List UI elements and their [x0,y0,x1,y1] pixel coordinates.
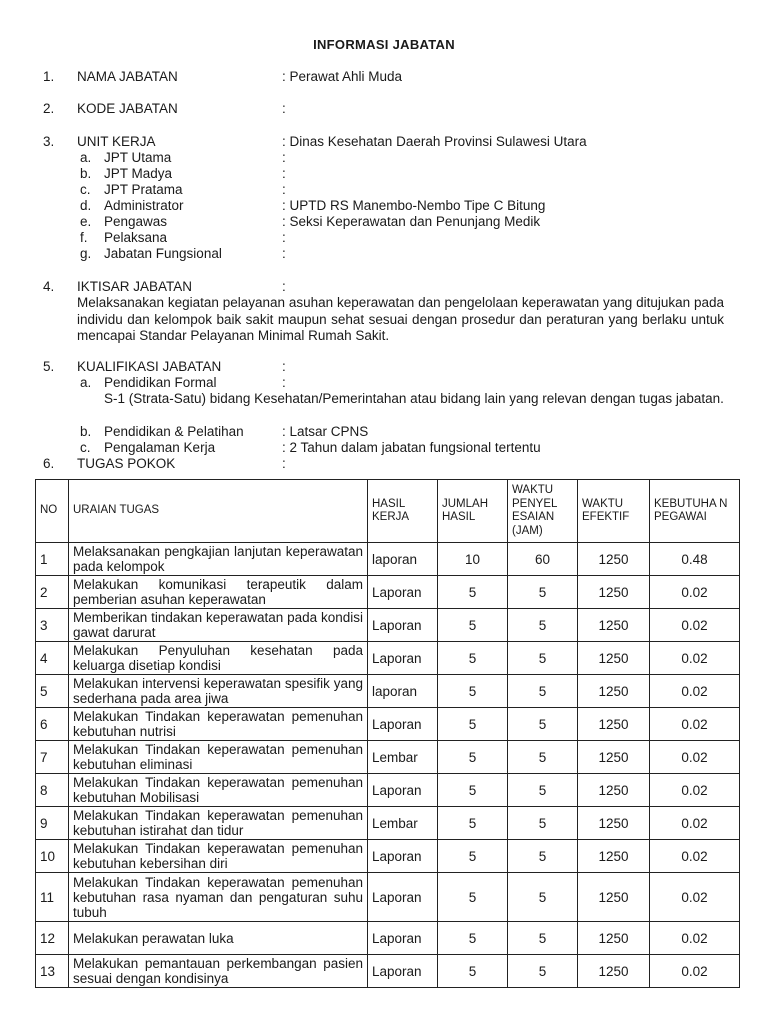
row-number: 11 [36,873,69,922]
kebutuhan-cell: 0.02 [650,807,740,840]
waktu-cell: 5 [508,708,578,741]
efektif-cell: 1250 [578,609,650,642]
table-row [36,873,740,922]
kebutuhan-cell: 0.48 [650,543,740,576]
kebutuhan-cell: 0.02 [650,675,740,708]
jumlah-cell: 5 [438,609,508,642]
sub-label: Administrator [104,198,184,213]
sub-letter: e. [80,214,92,229]
jumlah-cell: 5 [438,708,508,741]
row-number: 10 [36,840,69,873]
kebutuhan-cell: 0.02 [650,609,740,642]
uraian-cell: Melakukan Tindakan keperawatan pemenuhan kebutuhan Mobilisasi [69,774,368,807]
efektif-cell: 1250 [578,642,650,675]
uraian-cell: Melakukan Tindakan keperawatan pemenuhan kebutuhan kebersihan diri [69,840,368,873]
jumlah-cell: 5 [438,955,508,988]
sub-value: : 2 Tahun dalam jabatan fungsional tertentu [282,440,541,455]
uraian-cell: Melakukan intervensi keperawatan spesifik yang sederhana pada area jiwa [69,675,368,708]
row-number: 4 [36,642,69,675]
sub-value: : Seksi Keperawatan dan Penunjang Medik [282,214,541,229]
item-number: 2. [43,101,55,116]
waktu-cell: 5 [508,955,578,988]
sub-label: Pendidikan & Pelatihan [104,424,244,439]
table-row [36,609,740,642]
field-label: IKTISAR JABATAN [77,279,193,294]
jumlah-cell: 5 [438,922,508,955]
hasil-cell: Laporan [368,873,438,922]
table-row [36,708,740,741]
uraian-cell: Melakukan Tindakan keperawatan pemenuhan kebutuhan istirahat dan tidur [69,807,368,840]
uraian-cell: Melaksanakan pengkajian lanjutan keperawatan pada kelompok [69,543,368,576]
field-value: : [282,456,286,471]
efektif-cell: 1250 [578,774,650,807]
field-label: UNIT KERJA [77,134,156,149]
jumlah-cell: 10 [438,543,508,576]
jumlah-cell: 5 [438,576,508,609]
row-number: 5 [36,675,69,708]
uraian-cell: Melakukan perawatan luka [69,922,368,955]
header-jumlah: JUMLAH HASIL [438,480,508,543]
document-title: INFORMASI JABATAN [313,37,455,52]
hasil-cell: laporan [368,543,438,576]
header-hasil: HASIL KERJA [368,480,438,543]
jumlah-cell: 5 [438,741,508,774]
jumlah-cell: 5 [438,675,508,708]
sub-letter: c. [80,440,91,455]
table-row [36,955,740,988]
row-number: 2 [36,576,69,609]
uraian-cell: Memberikan tindakan keperawatan pada kondisi gawat darurat [69,609,368,642]
efektif-cell: 1250 [578,922,650,955]
sub-value: : [282,230,286,245]
hasil-cell: Laporan [368,609,438,642]
sub-value: : [282,182,286,197]
hasil-cell: Laporan [368,576,438,609]
sub-label: JPT Pratama [104,182,183,197]
efektif-cell: 1250 [578,576,650,609]
header-waktu-penyelesaian: WAKTU PENYEL ESAIAN (JAM) [508,480,578,543]
field-value: : [282,101,286,116]
header-no: NO [36,480,69,543]
kebutuhan-cell: 0.02 [650,708,740,741]
jumlah-cell: 5 [438,873,508,922]
kebutuhan-cell: 0.02 [650,873,740,922]
table-header-row [36,480,740,543]
item-number: 5. [43,359,55,374]
waktu-cell: 5 [508,873,578,922]
sub-letter: g. [80,246,92,261]
kebutuhan-cell: 0.02 [650,642,740,675]
tugas-table [35,479,740,988]
field-label: KODE JABATAN [77,101,178,116]
waktu-cell: 5 [508,840,578,873]
uraian-cell: Melakukan Tindakan keperawatan pemenuhan kebutuhan rasa nyaman dan pengaturan suhu tubuh [69,873,368,922]
sub-letter: a. [80,375,92,390]
waktu-cell: 5 [508,576,578,609]
hasil-cell: Laporan [368,840,438,873]
uraian-cell: Melakukan Penyuluhan kesehatan pada keluarga disetiap kondisi [69,642,368,675]
efektif-cell: 1250 [578,543,650,576]
kebutuhan-cell: 0.02 [650,955,740,988]
efektif-cell: 1250 [578,873,650,922]
table-row [36,675,740,708]
uraian-cell: Melakukan Tindakan keperawatan pemenuhan kebutuhan nutrisi [69,708,368,741]
hasil-cell: Lembar [368,807,438,840]
item-number: 4. [43,279,55,294]
sub-label: JPT Madya [104,166,173,181]
sub-value: : Latsar CPNS [282,424,369,439]
table-row [36,922,740,955]
jumlah-cell: 5 [438,807,508,840]
item-number: 3. [43,134,55,149]
waktu-cell: 60 [508,543,578,576]
row-number: 12 [36,922,69,955]
efektif-cell: 1250 [578,840,650,873]
jumlah-cell: 5 [438,840,508,873]
sub-letter: c. [80,182,91,197]
row-number: 9 [36,807,69,840]
sub-label: Pendidikan Formal [104,375,217,390]
table-body [36,543,740,988]
hasil-cell: Laporan [368,774,438,807]
sub-label: Jabatan Fungsional [104,246,222,261]
uraian-cell: Melakukan pemantauan perkembangan pasien sesuai dengan kondisinya [69,955,368,988]
efektif-cell: 1250 [578,675,650,708]
efektif-cell: 1250 [578,807,650,840]
iktisar-paragraph: Melaksanakan kegiatan pelayanan asuhan keperawatan dan pengelolaan keperawatan yang ditujukan pada individu dan kelompok baik sakit maupun sehat sesuai dengan prosedur dan peraturan yang berlaku untuk mencapai Standar Pelayanan Minimal Rumah Sakit. [77,295,724,343]
sub-value: : [282,150,286,165]
table-row [36,774,740,807]
jumlah-cell: 5 [438,774,508,807]
table-row [36,543,740,576]
field-value: : [282,359,286,374]
row-number: 1 [36,543,69,576]
waktu-cell: 5 [508,774,578,807]
sub-label: JPT Utama [104,150,172,165]
item-number: 1. [43,69,55,84]
sub-label: Pelaksana [104,230,168,245]
table-row [36,576,740,609]
sub-value: : [282,375,286,390]
sub-label: Pengalaman Kerja [104,440,216,455]
hasil-cell: Laporan [368,955,438,988]
efektif-cell: 1250 [578,741,650,774]
kebutuhan-cell: 0.02 [650,576,740,609]
row-number: 6 [36,708,69,741]
row-number: 3 [36,609,69,642]
field-value: : Dinas Kesehatan Daerah Provinsi Sulawesi Utara [282,134,587,149]
sub-letter: f. [80,230,88,245]
table-row [36,840,740,873]
sub-value: : [282,166,286,181]
efektif-cell: 1250 [578,955,650,988]
sub-letter: b. [80,166,92,181]
table-row [36,807,740,840]
field-value: : [282,279,286,294]
sub-value: : [282,246,286,261]
field-label: TUGAS POKOK [77,456,176,471]
hasil-cell: Laporan [368,708,438,741]
row-number: 13 [36,955,69,988]
sub-label: Pengawas [104,214,168,229]
hasil-cell: Laporan [368,642,438,675]
hasil-cell: Lembar [368,741,438,774]
item-number: 6. [43,456,55,471]
kebutuhan-cell: 0.02 [650,741,740,774]
hasil-cell: laporan [368,675,438,708]
waktu-cell: 5 [508,922,578,955]
field-label: NAMA JABATAN [77,69,178,84]
efektif-cell: 1250 [578,708,650,741]
waktu-cell: 5 [508,741,578,774]
field-value: : Perawat Ahli Muda [282,69,403,84]
waktu-cell: 5 [508,642,578,675]
sub-letter: a. [80,150,92,165]
header-waktu-efektif: WAKTU EFEKTIF [578,480,650,543]
kebutuhan-cell: 0.02 [650,922,740,955]
waktu-cell: 5 [508,807,578,840]
field-label: KUALIFIKASI JABATAN [77,359,222,374]
row-number: 8 [36,774,69,807]
sub-letter: d. [80,198,92,213]
kebutuhan-cell: 0.02 [650,840,740,873]
waktu-cell: 5 [508,675,578,708]
sub-letter: b. [80,424,92,439]
jumlah-cell: 5 [438,642,508,675]
kebutuhan-cell: 0.02 [650,774,740,807]
hasil-cell: Laporan [368,922,438,955]
uraian-cell: Melakukan Tindakan keperawatan pemenuhan kebutuhan eliminasi [69,741,368,774]
header-kebutuhan: KEBUTUHA N PEGAWAI [650,480,740,543]
waktu-cell: 5 [508,609,578,642]
table-row [36,642,740,675]
table-row [36,741,740,774]
header-uraian: URAIAN TUGAS [69,480,368,543]
uraian-cell: Melakukan komunikasi terapeutik dalam pemberian asuhan keperawatan [69,576,368,609]
row-number: 7 [36,741,69,774]
pendidikan-formal-paragraph: S-1 (Strata-Satu) bidang Kesehatan/Pemerintahan atau bidang lain yang relevan dengan tugas jabatan. [104,391,724,406]
sub-value: : UPTD RS Manembo-Nembo Tipe C Bitung [282,198,546,213]
